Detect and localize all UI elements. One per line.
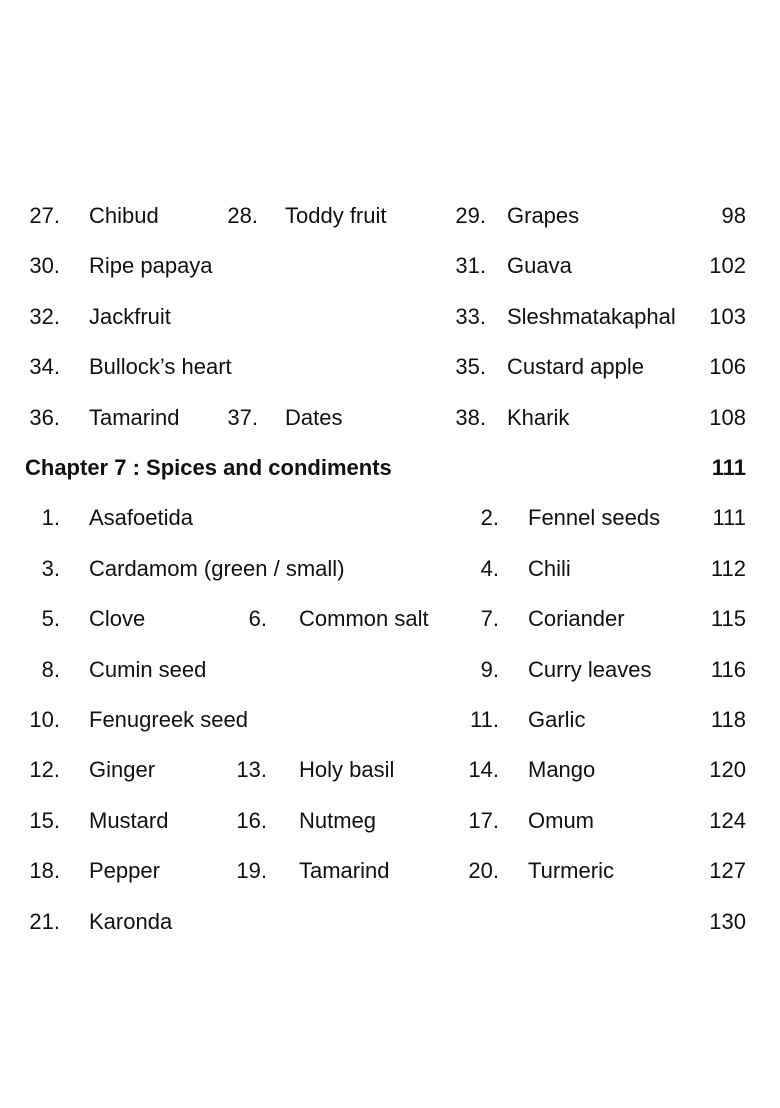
entry-number: 18. [29, 858, 60, 884]
entry-name: Curry leaves [528, 656, 652, 682]
page-number: 108 [709, 404, 746, 430]
toc-row [0, 807, 780, 835]
page-number: 130 [709, 908, 746, 934]
entry-number: 29. [455, 203, 486, 228]
entry-name: Mango [528, 757, 596, 783]
entry-name: Kharik [507, 404, 570, 430]
entry-number: 5. [41, 606, 60, 632]
entry-name: Mustard [89, 807, 169, 833]
page-number: 102 [709, 253, 746, 279]
entry-number: 31. [455, 253, 486, 279]
page-number: 118 [710, 707, 746, 732]
page-number: 116 [710, 656, 746, 682]
entry-number: 13. [236, 757, 267, 783]
entry-number: 37. [227, 404, 258, 430]
page-number: 112 [710, 555, 746, 581]
entry-number: 28. [227, 203, 258, 228]
entry-number: 33. [455, 303, 486, 329]
chapter-heading [0, 454, 780, 482]
toc-row [0, 656, 780, 684]
toc-row [0, 706, 780, 734]
entry-number: 9. [480, 656, 499, 682]
entry-name: Ripe papaya [89, 253, 213, 279]
entry-name: Tamarind [89, 404, 180, 430]
entry-number: 12. [29, 757, 60, 783]
entry-name: Cumin seed [89, 656, 207, 682]
entry-name: Bullock’s heart [89, 354, 232, 380]
entry-name: Jackfruit [89, 303, 171, 329]
entry-number: 1. [41, 505, 60, 531]
entry-number: 8. [41, 656, 60, 682]
toc-row [0, 555, 780, 583]
entry-name: Chibud [89, 203, 159, 228]
entry-number: 38. [455, 404, 486, 430]
toc-row [0, 252, 780, 280]
page-number: 124 [709, 807, 746, 833]
entry-number: 19. [236, 858, 267, 884]
page-number: 115 [710, 606, 746, 632]
entry-name: Ginger [89, 757, 156, 783]
entry-number: 7. [480, 606, 499, 632]
page-number: 103 [709, 303, 746, 329]
toc-row [0, 504, 780, 532]
entry-number: 11. [470, 707, 499, 732]
entry-name: Turmeric [528, 858, 614, 884]
toc-row [0, 857, 780, 885]
entry-number: 17. [468, 807, 499, 833]
entry-number: 10. [29, 707, 60, 732]
toc-row [0, 404, 780, 432]
entry-name: Clove [89, 606, 146, 632]
entry-name: Holy basil [299, 757, 395, 783]
entry-number: 32. [29, 303, 60, 329]
toc-row [0, 605, 780, 633]
entry-name: Common salt [299, 606, 429, 632]
entry-number: 30. [29, 253, 60, 279]
entry-name: Grapes [507, 203, 580, 228]
entry-name: Omum [528, 807, 594, 833]
page-number: 106 [709, 354, 746, 380]
entry-number: 27. [29, 203, 60, 228]
entry-name: Fenugreek seed [89, 707, 248, 732]
entry-number: 3. [41, 555, 60, 581]
toc-row [0, 303, 780, 331]
toc-row [0, 353, 780, 381]
entry-name: Fennel seeds [528, 505, 661, 531]
page-number: 127 [709, 858, 746, 884]
entry-name: Pepper [89, 858, 160, 884]
entry-name: Nutmeg [299, 807, 377, 833]
entry-name: Dates [285, 404, 343, 430]
entry-name: Tamarind [299, 858, 390, 884]
page-number: 120 [709, 757, 746, 783]
chapter-title: Chapter 7 : Spices and condiments [25, 455, 392, 480]
entry-number: 2. [480, 505, 499, 531]
entry-number: 6. [248, 606, 267, 632]
entry-name: Guava [507, 253, 572, 279]
page-number: 98 [721, 203, 746, 228]
chapter-page-number: 111 [711, 455, 746, 480]
entry-name: Karonda [89, 908, 173, 934]
page-number: 111 [712, 505, 746, 531]
entry-name: Cardamom (green / small) [89, 555, 345, 581]
entry-number: 20. [468, 858, 499, 884]
entry-number: 4. [480, 555, 499, 581]
entry-number: 15. [29, 807, 60, 833]
entry-name: Toddy fruit [285, 203, 387, 228]
entry-number: 16. [236, 807, 267, 833]
entry-name: Garlic [528, 707, 586, 732]
toc-row [0, 908, 780, 936]
entry-number: 36. [29, 404, 60, 430]
toc-row [0, 756, 780, 784]
toc-row [0, 202, 780, 230]
entry-name: Sleshmatakaphal [507, 303, 676, 329]
entry-name: Custard apple [507, 354, 644, 380]
entry-number: 34. [29, 354, 60, 380]
entry-number: 14. [468, 757, 499, 783]
entry-name: Coriander [528, 606, 625, 632]
entry-name: Chili [528, 555, 571, 581]
entry-number: 21. [29, 908, 60, 934]
entry-number: 35. [455, 354, 486, 380]
entry-name: Asafoetida [89, 505, 193, 531]
